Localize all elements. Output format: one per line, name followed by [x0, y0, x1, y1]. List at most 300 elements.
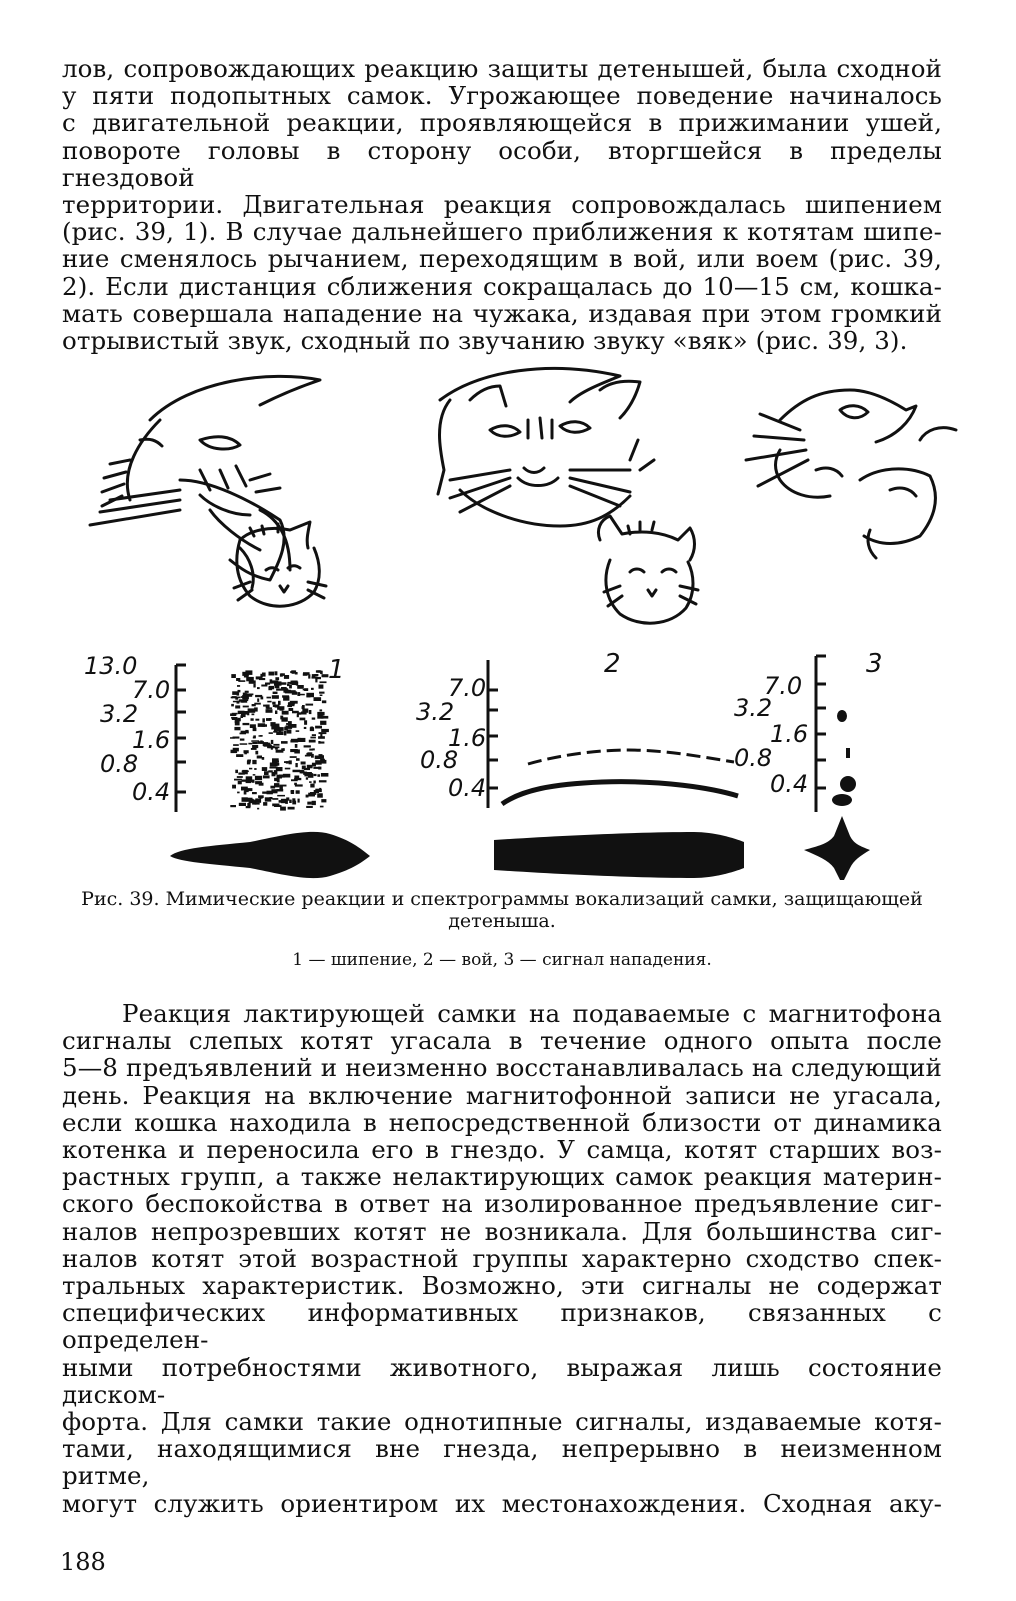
spectrogram-1: [84, 652, 370, 878]
spectrogram-2-tick: 1.6: [448, 724, 487, 752]
spectrogram-noise-mark: [233, 744, 239, 746]
figure-illustration: [40, 360, 980, 880]
spectrogram-noise-mark: [252, 760, 256, 764]
spectrogram-noise-mark: [277, 795, 285, 797]
spectrogram-noise-mark: [320, 671, 323, 674]
spectrogram-noise-mark: [315, 760, 322, 765]
spectrogram-noise-mark: [316, 670, 321, 672]
spectrogram-1-tick: 13.0: [84, 652, 138, 680]
spectrogram-noise-mark: [275, 724, 279, 727]
spectrogram-noise-mark: [279, 800, 282, 803]
spectrogram-noise-mark: [288, 702, 295, 705]
spectrogram-noise-mark: [321, 799, 326, 802]
spectrogram-noise-mark: [250, 724, 256, 728]
spectrogram-noise-mark: [231, 704, 234, 707]
spectrogram-noise-mark: [285, 768, 291, 770]
text-line: территории. Двигательная реакция сопровождалась шипением: [62, 190, 942, 220]
spectrogram-noise-mark: [255, 781, 262, 784]
spectrogram-noise-mark: [301, 712, 307, 715]
spectrogram-noise-mark: [252, 792, 257, 794]
spectrogram-noise-mark: [238, 718, 241, 722]
spectrogram-noise-mark: [237, 692, 240, 695]
text-line: (рис. 39, 1). В случае дальнейшего приближения к котятам шипе-: [62, 217, 942, 247]
spectrogram-noise-mark: [318, 767, 321, 770]
text-line: Реакция лактирующей самки на подаваемые с магнитофона: [122, 999, 942, 1028]
spectrogram-noise-mark: [304, 720, 307, 725]
spectrogram-noise-mark: [312, 674, 316, 677]
spectrogram-1-tick: 3.2: [100, 700, 139, 728]
spectrogram-noise-mark: [269, 732, 273, 734]
spectrogram-noise-mark: [230, 713, 236, 716]
spectrogram-noise-mark: [244, 675, 249, 678]
spectrogram-noise-mark: [243, 706, 249, 708]
spectrogram-noise-mark: [274, 671, 277, 675]
spectrogram-noise-mark: [251, 748, 257, 750]
spectrogram-noise-mark: [261, 696, 264, 699]
spectrogram-noise-mark: [314, 697, 322, 701]
spectrogram-noise-mark: [262, 757, 265, 760]
spectrogram-noise-mark: [292, 801, 296, 805]
spectrogram-2-tick: 0.4: [448, 774, 487, 802]
spectrogram-noise-mark: [232, 785, 236, 789]
spectrogram-noise-mark: [241, 731, 246, 734]
spectrogram-noise-mark: [310, 727, 313, 731]
text-line: мать совершала нападение на чужака, издавая при этом громкий: [62, 298, 942, 328]
spectrogram-noise-mark: [291, 670, 296, 673]
spectrogram-noise-mark: [238, 773, 245, 775]
spectrogram-noise-mark: [319, 780, 327, 782]
spectrogram-noise-mark: [291, 779, 298, 781]
spectrogram-noise-mark: [289, 800, 292, 803]
spectrogram-noise-mark: [285, 800, 288, 804]
spectrogram-noise-mark: [312, 734, 316, 736]
text-line: отрывистый звук, сходный по звучанию звуку «вяк» (рис. 39, 3).: [62, 326, 908, 356]
spectrogram-noise-mark: [279, 707, 284, 709]
spectrogram-noise-mark: [262, 767, 267, 771]
spectrogram-noise-mark: [322, 700, 326, 703]
spectrogram-noise-mark: [292, 681, 298, 686]
page-number: 188: [60, 1548, 106, 1576]
spectrogram-3-burst: [832, 710, 856, 806]
spectrogram-noise-mark: [308, 674, 310, 678]
spectrogram-noise-mark: [259, 678, 265, 680]
spectrogram-noise-mark: [257, 687, 260, 689]
spectrogram-noise-mark: [281, 717, 287, 721]
spectrogram-noise-mark: [277, 778, 280, 782]
spectrogram-noise-mark: [274, 770, 278, 775]
spectrogram-noise-mark: [238, 711, 245, 714]
text-line: тральных характеристик. Возможно, эти сигналы не содержат: [62, 1271, 942, 1301]
text-line: у пяти подопытных самок. Угрожающее поведение начиналось: [62, 81, 942, 111]
spectrogram-noise-mark: [257, 698, 259, 702]
spectrogram-noise-mark: [295, 744, 298, 748]
figure-caption: Рис. 39. Мимические реакции и спектрограммы вокализаций самки, защищающей детеныша.: [81, 888, 923, 932]
spectrogram-2: [416, 649, 744, 878]
howling-cat-drawing: [438, 368, 654, 526]
spectrogram-noise-mark: [321, 773, 329, 777]
spectrogram-noise-mark: [307, 802, 311, 805]
spectrogram-noise-mark: [237, 792, 240, 794]
spectrogram-noise-mark: [310, 737, 316, 739]
spectrogram-noise-mark: [262, 718, 265, 722]
spectrogram-noise-mark: [306, 777, 308, 779]
spectrogram-noise-mark: [263, 775, 270, 778]
spectrogram-noise-mark: [276, 750, 284, 753]
spectrogram-noise-mark: [272, 695, 279, 699]
spectrogram-noise-mark: [270, 679, 273, 683]
spectrogram-noise-mark: [273, 744, 279, 746]
spectrogram-noise-mark: [309, 740, 316, 743]
spectrogram-noise-mark: [271, 740, 274, 744]
spectrogram-noise-mark: [255, 776, 262, 780]
spectrogram-noise-mark: [262, 792, 269, 794]
spectrogram-noise-mark: [299, 694, 305, 696]
spectrogram-noise-mark: [304, 768, 310, 770]
spectrogram-noise-mark: [253, 774, 256, 776]
text-line: лов, сопровождающих реакцию защиты детенышей, была сходной: [62, 54, 942, 83]
spectrogram-noise-mark: [255, 751, 258, 755]
spectrogram-noise-mark: [314, 774, 317, 776]
spectrogram-noise-mark: [252, 780, 255, 783]
spectrogram-noise-mark: [288, 807, 295, 810]
spectrogram-noise-mark: [274, 783, 279, 787]
spectrogram-noise-mark: [266, 709, 273, 713]
spectrogram-noise-mark: [245, 694, 252, 697]
spectrogram-noise-mark: [272, 702, 275, 705]
spectrogram-noise-mark: [280, 673, 283, 676]
spectrogram-noise-mark: [298, 738, 306, 742]
spectrogram-noise-mark: [301, 762, 306, 765]
spectrogram-noise-mark: [275, 677, 279, 680]
spectrogram-noise-mark: [283, 748, 285, 751]
spectrogram-noise-mark: [276, 789, 283, 792]
spectrogram-noise-mark: [282, 711, 289, 715]
spectrogram-noise-mark: [300, 718, 306, 721]
spectrogram-noise-mark: [267, 707, 273, 709]
spectrogram-noise-mark: [321, 716, 329, 719]
spectrogram-noise-mark: [276, 763, 280, 766]
spectrogram-noise-mark: [293, 770, 301, 773]
spectrogram-noise-mark: [245, 798, 253, 802]
spectrogram-noise-mark: [275, 711, 277, 715]
spectrogram-noise-mark: [273, 731, 277, 733]
spectrogram-noise-mark: [300, 770, 304, 774]
spectrogram-noise-mark: [252, 742, 257, 744]
spectrogram-noise-mark: [279, 785, 286, 787]
spectrogram-noise-mark: [319, 715, 321, 717]
spectrogram-noise-mark: [270, 797, 273, 799]
spectrogram-1-tick: 0.4: [132, 778, 171, 806]
spectrogram-noise-mark: [319, 685, 324, 689]
spectrogram-1-tick: 0.8: [100, 750, 139, 778]
spectrogram-noise-mark: [303, 672, 310, 675]
spectrogram-1-tick: 1.6: [132, 726, 171, 754]
spectrogram-noise-mark: [304, 745, 311, 747]
spectrogram-noise-mark: [255, 719, 259, 721]
spectrogram-noise-mark: [267, 701, 271, 703]
spectrogram-noise-mark: [318, 736, 325, 739]
spectrogram-noise-mark: [262, 724, 267, 727]
text-line: если кошка находила в непосредственной близости от динамика: [62, 1107, 942, 1137]
spectrogram-noise-mark: [248, 708, 256, 712]
waveform-2: [494, 832, 744, 878]
spectrogram-noise-mark: [287, 730, 292, 734]
spectrogram-noise-mark: [304, 688, 308, 691]
spectrogram-noise-mark: [315, 679, 317, 683]
spectrogram-noise-mark: [264, 743, 270, 747]
spectrogram-noise-mark: [309, 710, 312, 714]
spectrogram-noise-mark: [252, 745, 258, 748]
spectrogram-noise-mark: [320, 721, 326, 725]
spectrogram-noise-mark: [291, 739, 297, 741]
spectrogram-3-tick: 0.8: [734, 744, 773, 772]
spectrogram-noise-mark: [289, 708, 294, 711]
spectrogram-noise-mark: [277, 775, 281, 778]
text-line: 5—8 предъявлений и неизменно восстанавливалась на следующий: [62, 1053, 942, 1083]
kitten-drawing-1: [234, 522, 326, 606]
attacking-cat-drawing: [746, 390, 956, 558]
spectrogram-noise-mark: [260, 735, 263, 737]
spectrogram-noise-mark: [253, 684, 255, 688]
kitten-drawing-2: [598, 516, 698, 623]
spectrogram-noise-mark: [296, 790, 300, 794]
spectrogram-noise-mark: [268, 687, 272, 690]
spectrogram-noise-mark: [288, 725, 295, 727]
spectrogram-noise-mark: [302, 706, 305, 709]
spectrogram-noise-mark: [306, 693, 314, 697]
spectrogram-noise-mark: [319, 788, 321, 792]
paragraph-top: [62, 55, 942, 354]
spectrogram-noise-mark: [247, 803, 250, 807]
spectrogram-noise-mark: [266, 718, 270, 721]
spectrogram-noise-mark: [317, 793, 323, 797]
hissing-cat-drawing: [90, 376, 320, 588]
spectrogram-noise-mark: [230, 805, 236, 807]
spectrogram-noise-mark: [262, 673, 266, 677]
spectrogram-noise-mark: [272, 798, 278, 800]
spectrogram-1-noise: [230, 670, 329, 810]
spectrogram-noise-mark: [278, 701, 281, 705]
spectrogram-noise-mark: [243, 699, 248, 701]
spectrogram-noise-mark: [272, 746, 279, 748]
spectrogram-noise-mark: [295, 763, 297, 767]
text-line: специфических информативных признаков, связанных с определен-: [62, 1298, 942, 1355]
spectrogram-noise-mark: [320, 681, 327, 683]
spectrogram-noise-mark: [265, 683, 270, 685]
spectrogram-noise-mark: [268, 770, 273, 772]
spectrogram-noise-mark: [231, 750, 238, 753]
spectrogram-noise-mark: [259, 796, 262, 798]
spectrogram-noise-mark: [270, 767, 277, 769]
spectrogram-noise-mark: [306, 806, 313, 808]
spectrogram-noise-mark: [253, 728, 257, 731]
spectrogram-noise-mark: [240, 743, 248, 745]
waveform-3: [804, 816, 870, 880]
spectrogram-noise-mark: [234, 779, 242, 781]
spectrogram-2-tick: 0.8: [420, 746, 459, 774]
spectrogram-noise-mark: [312, 801, 316, 805]
spectrogram-noise-mark: [304, 772, 312, 776]
spectrogram-noise-mark: [315, 677, 321, 679]
spectrogram-noise-mark: [240, 739, 245, 741]
spectrogram-noise-mark: [320, 695, 323, 697]
spectrogram-noise-mark: [238, 781, 242, 784]
spectrogram-1-panel-label: 1: [328, 655, 345, 685]
spectrogram-noise-mark: [269, 672, 275, 676]
spectrogram-noise-mark: [320, 709, 323, 711]
spectrogram-noise-mark: [238, 680, 245, 682]
spectrogram-noise-mark: [288, 690, 296, 693]
spectrogram-noise-mark: [319, 732, 327, 734]
spectrogram-3-tick: 0.4: [770, 770, 809, 798]
spectrogram-noise-mark: [311, 688, 314, 690]
spectrogram-noise-mark: [233, 737, 240, 739]
spectrogram-noise-mark: [304, 727, 307, 729]
spectrogram-noise-mark: [244, 753, 247, 755]
figure-legend: 1 — шипение, 2 — вой, 3 — сигнал нападения.: [292, 950, 712, 970]
text-line: растных групп, а также нелактирующих самок реакция материн-: [62, 1162, 942, 1192]
spectrogram-noise-mark: [284, 731, 287, 736]
spectrogram-3: [734, 649, 883, 880]
spectrogram-noise-mark: [309, 749, 313, 751]
text-line: 2). Если дистанция сближения сокращалась до 10—15 см, кошка-: [62, 271, 942, 301]
spectrogram-noise-mark: [322, 674, 329, 677]
spectrogram-noise-mark: [319, 692, 324, 694]
spectrogram-noise-mark: [290, 756, 297, 758]
text-line: форта. Для самки такие однотипные сигналы, издаваемые котя-: [62, 1407, 942, 1437]
spectrogram-noise-mark: [321, 729, 329, 732]
spectrogram-noise-mark: [291, 791, 294, 793]
spectrogram-noise-mark: [235, 705, 240, 708]
spectrogram-noise-mark: [307, 752, 312, 756]
spectrogram-noise-mark: [283, 696, 289, 700]
spectrogram-noise-mark: [274, 805, 282, 807]
spectrogram-noise-mark: [318, 741, 320, 744]
spectrogram-noise-mark: [232, 696, 237, 698]
spectrogram-noise-mark: [252, 714, 255, 716]
spectrogram-noise-mark: [317, 774, 320, 777]
spectrogram-3-tick: 7.0: [764, 672, 803, 700]
spectrogram-noise-mark: [283, 690, 288, 692]
spectrogram-noise-mark: [233, 701, 241, 703]
spectrogram-noise-mark: [236, 754, 243, 757]
spectrogram-1-tick: 7.0: [132, 676, 171, 704]
spectrogram-noise-mark: [261, 685, 267, 687]
spectrogram-noise-mark: [312, 718, 316, 720]
spectrogram-noise-mark: [317, 712, 324, 716]
text-line: день. Реакция на включение магнитофонной записи не угасала,: [62, 1080, 942, 1110]
figure-39: [40, 360, 980, 880]
spectrogram-noise-mark: [320, 806, 324, 808]
spectrogram-noise-mark: [294, 783, 297, 785]
spectrogram-noise-mark: [289, 685, 292, 689]
spectrogram-noise-mark: [263, 705, 267, 707]
spectrogram-noise-mark: [313, 781, 315, 784]
spectrogram-3-tick: 3.2: [734, 694, 773, 722]
spectrogram-noise-mark: [281, 741, 288, 744]
spectrogram-noise-mark: [267, 697, 272, 699]
spectrogram-noise-mark: [234, 727, 240, 730]
spectrogram-noise-mark: [319, 755, 324, 759]
spectrogram-noise-mark: [310, 792, 316, 795]
paragraph-bottom: [62, 1000, 942, 1517]
spectrogram-2-panel-label: 2: [604, 649, 621, 679]
text-line: ского беспокойства в ответ на изолированное предъявление сиг-: [62, 1189, 942, 1219]
spectrogram-noise-mark: [257, 756, 262, 759]
waveform-1: [170, 832, 370, 878]
spectrogram-noise-mark: [273, 692, 278, 694]
spectrogram-noise-mark: [294, 749, 300, 753]
spectrogram-noise-mark: [309, 781, 312, 783]
spectrogram-noise-mark: [307, 765, 313, 769]
spectrogram-noise-mark: [286, 761, 289, 764]
text-line: ние сменялось рычанием, переходящим в вой, или воем (рис. 39,: [62, 244, 942, 274]
spectrogram-noise-mark: [248, 778, 251, 782]
text-line: повороте головы в сторону особи, вторгшейся в пределы гнездовой: [62, 135, 942, 192]
spectrogram-noise-mark: [310, 784, 314, 788]
spectrogram-noise-mark: [272, 758, 279, 762]
spectrogram-noise-mark: [264, 771, 269, 775]
spectrogram-noise-mark: [289, 760, 292, 764]
text-line: тами, находящимися вне гнезда, непрерывно в неизменном ритме,: [62, 1434, 942, 1491]
spectrogram-noise-mark: [306, 704, 314, 706]
spectrogram-noise-mark: [315, 726, 322, 729]
spectrogram-noise-mark: [281, 687, 287, 690]
spectrogram-noise-mark: [298, 799, 300, 803]
spectrogram-2-tick: 3.2: [416, 698, 455, 726]
spectrogram-noise-mark: [263, 802, 267, 806]
spectrogram-noise-mark: [257, 808, 259, 810]
text-line: налов котят этой возрастной группы характерно сходство спек-: [62, 1243, 942, 1273]
spectrogram-noise-mark: [244, 791, 247, 794]
spectrogram-noise-mark: [237, 685, 240, 687]
spectrogram-noise-mark: [249, 680, 256, 683]
spectrogram-noise-mark: [249, 768, 252, 770]
spectrogram-noise-mark: [254, 800, 257, 802]
spectrogram-noise-mark: [284, 675, 289, 679]
spectrogram-noise-mark: [306, 795, 309, 798]
text-line: котенка и переносила его в гнездо. У самца, котят старших воз-: [62, 1135, 942, 1165]
spectrogram-2-fundamental: [502, 782, 738, 804]
spectrogram-noise-mark: [231, 674, 236, 678]
spectrogram-noise-mark: [251, 718, 254, 721]
spectrogram-3-panel-label: 3: [866, 649, 883, 679]
text-line: налов непрозревших котят не возникала. Для большинства сиг-: [62, 1216, 942, 1246]
spectrogram-noise-mark: [235, 770, 238, 773]
spectrogram-noise-mark: [255, 803, 260, 805]
spectrogram-noise-mark: [258, 741, 264, 744]
spectrogram-noise-mark: [237, 776, 243, 778]
text-line: с двигательной реакции, проявляющейся в прижимании ушей,: [62, 108, 942, 138]
spectrogram-noise-mark: [247, 760, 251, 763]
spectrogram-noise-mark: [245, 730, 248, 732]
spectrogram-noise-mark: [296, 730, 300, 732]
text-line: ными потребностями животного, выражая лишь состояние диском-: [62, 1352, 942, 1409]
spectrogram-3-tick: 1.6: [770, 720, 809, 748]
spectrogram-2-tick: 7.0: [448, 674, 487, 702]
spectrogram-noise-mark: [238, 690, 241, 693]
spectrogram-noise-mark: [253, 737, 255, 739]
spectrogram-noise-mark: [241, 700, 244, 702]
spectrogram-noise-mark: [239, 803, 246, 806]
spectrogram-noise-mark: [243, 723, 250, 725]
spectrogram-noise-mark: [248, 743, 252, 745]
spectrogram-noise-mark: [296, 758, 300, 761]
spectrogram-noise-mark: [232, 717, 235, 720]
spectrogram-noise-mark: [274, 681, 282, 685]
spectrogram-noise-mark: [254, 707, 258, 711]
text-line: сигналы слепых котят угасала в течение одного опыта после: [62, 1026, 942, 1056]
